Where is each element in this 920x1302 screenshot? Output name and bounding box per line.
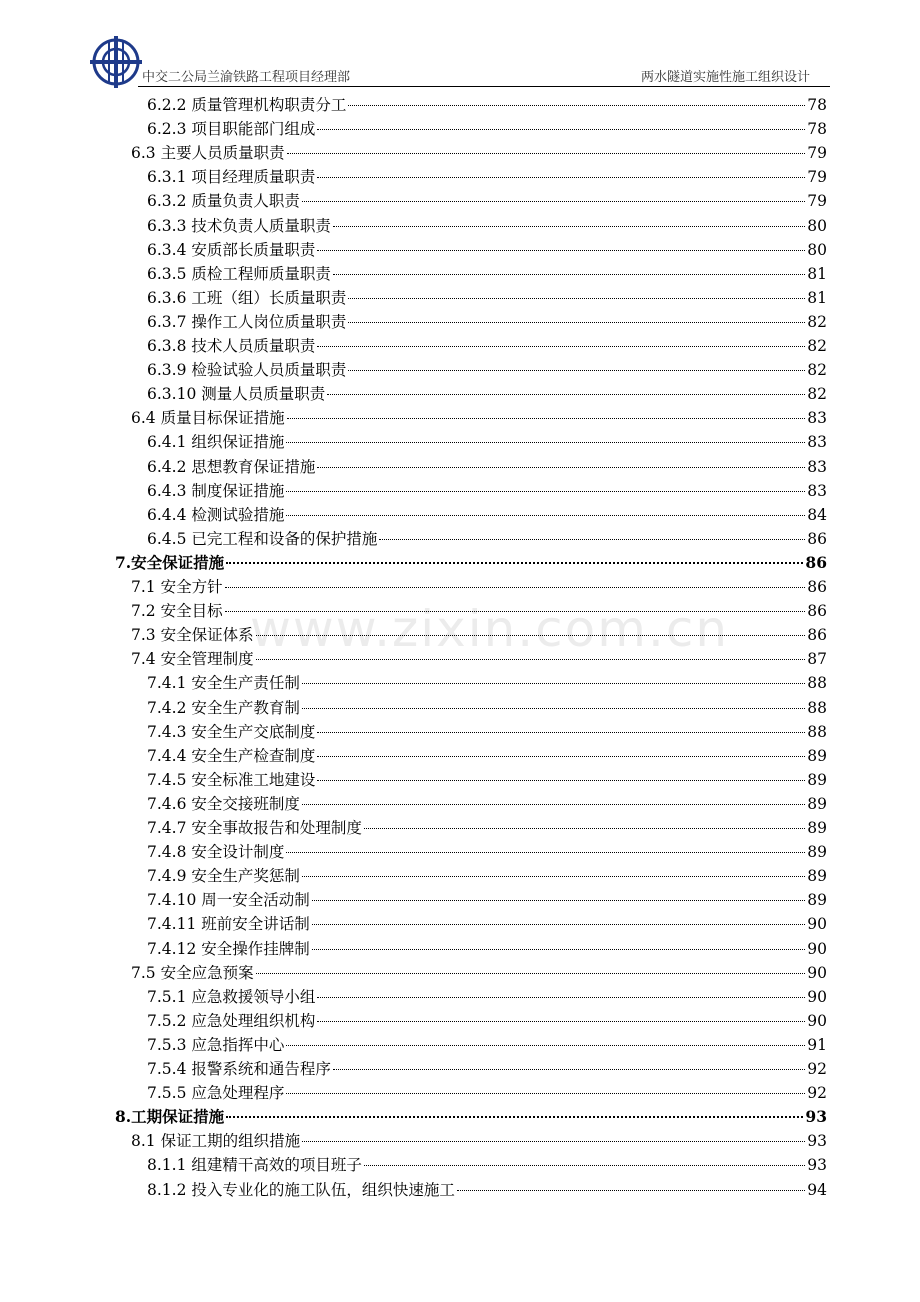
toc-entry-title: 6.4.2 思想教育保证措施	[147, 457, 316, 476]
toc-entry[interactable]	[147, 671, 827, 695]
toc-leader-dots	[348, 105, 805, 106]
toc-entry-page: 83	[807, 457, 827, 476]
toc-leader-dots	[457, 1190, 805, 1191]
toc-leader-dots	[348, 370, 805, 371]
page-header	[90, 30, 830, 90]
toc-leader-dots	[256, 659, 806, 660]
toc-entry-page: 89	[807, 891, 827, 910]
toc-entry[interactable]	[147, 382, 827, 406]
toc-entry[interactable]	[131, 647, 827, 671]
toc-entry[interactable]	[147, 888, 827, 912]
toc-leader-dots	[287, 153, 806, 154]
toc-entry-page: 86	[805, 552, 827, 572]
toc-leader-dots	[286, 491, 805, 492]
toc-entry[interactable]	[131, 575, 827, 599]
toc-leader-dots	[302, 1141, 805, 1142]
toc-entry-page: 88	[807, 722, 827, 741]
toc-leader-dots	[286, 515, 805, 516]
toc-entry[interactable]	[131, 406, 827, 430]
toc-entry-page: 80	[807, 240, 827, 259]
toc-entry[interactable]	[147, 985, 827, 1009]
toc-entry-title: 7.4.4 安全生产检查制度	[147, 746, 316, 765]
toc-entry-page: 89	[807, 867, 827, 886]
toc-leader-dots	[256, 635, 806, 636]
toc-entry-title: 7.4.11 班前安全讲话制	[147, 915, 310, 934]
toc-entry[interactable]	[131, 623, 827, 647]
header-company: 中交二公局兰渝铁路工程项目经理部	[142, 70, 351, 85]
toc-entry-title: 6.4.5 已完工程和设备的保护措施	[147, 529, 378, 548]
toc-entry[interactable]	[131, 961, 827, 985]
toc-entry-page: 89	[807, 746, 827, 765]
toc-entry[interactable]	[147, 1057, 827, 1081]
toc-entry-title: 7.安全保证措施	[115, 552, 225, 572]
toc-entry-title: 7.4.7 安全事故报告和处理制度	[147, 819, 362, 837]
toc-entry-title: 7.4.8 安全设计制度	[147, 843, 285, 862]
toc-leader-dots	[317, 756, 805, 757]
toc-entry-title: 6.3.8 技术人员质量职责	[147, 337, 316, 355]
toc-entry-title: 6.3.10 测量人员质量职责	[147, 385, 326, 404]
toc-leader-dots	[287, 418, 806, 419]
toc-leader-dots	[312, 924, 806, 925]
toc-leader-dots	[333, 226, 805, 227]
toc-leader-dots	[286, 1045, 805, 1046]
toc-leader-dots	[317, 346, 805, 347]
toc-entry-title: 6.4.3 制度保证措施	[147, 481, 285, 500]
toc-entry[interactable]	[147, 1033, 827, 1057]
toc-entry-page: 88	[807, 698, 827, 717]
company-logo-icon	[90, 36, 142, 88]
toc-entry-title: 7.4.2 安全生产教育制	[147, 698, 300, 717]
toc-leader-dots	[286, 1093, 805, 1094]
toc-entry[interactable]	[147, 165, 827, 189]
toc-leader-dots	[348, 322, 805, 323]
toc-entry[interactable]	[147, 430, 827, 454]
toc-entry-page: 87	[807, 650, 827, 669]
toc-entry[interactable]	[131, 1129, 827, 1153]
toc-entry[interactable]	[147, 358, 827, 382]
toc-leader-dots	[317, 177, 805, 178]
toc-entry[interactable]	[147, 720, 827, 744]
toc-leader-dots	[364, 828, 805, 829]
header-document-title: 两水隧道实施性施工组织设计	[640, 70, 810, 85]
toc-entry[interactable]	[147, 310, 827, 334]
toc-entry-page: 90	[807, 963, 827, 982]
toc-entry-title: 6.4 质量目标保证措施	[131, 409, 285, 428]
toc-entry-page: 92	[807, 1084, 827, 1103]
toc-leader-dots	[286, 852, 805, 853]
toc-leader-dots	[302, 876, 805, 877]
toc-leader-dots	[225, 587, 806, 588]
toc-entry-page: 82	[807, 361, 827, 380]
toc-entry[interactable]	[147, 1081, 827, 1105]
toc-entry-title: 6.4.1 组织保证措施	[147, 433, 285, 452]
toc-entry-page: 79	[807, 168, 827, 187]
toc-entry-page: 91	[807, 1035, 827, 1054]
toc-entry-page: 78	[807, 96, 827, 114]
toc-leader-dots	[348, 298, 805, 299]
toc-entry-page: 93	[805, 1107, 827, 1127]
toc-entry-title: 7.4.5 安全标准工地建设	[147, 770, 316, 789]
toc-leader-dots	[302, 683, 805, 684]
toc-entry-page: 83	[807, 433, 827, 452]
toc-entry[interactable]	[147, 479, 827, 503]
toc-entry-title: 7.4.10 周一安全活动制	[147, 891, 310, 910]
toc-entry-title: 7.5.1 应急救援领导小组	[147, 987, 316, 1006]
toc-entry-page: 92	[807, 1060, 827, 1078]
toc-entry-page: 89	[807, 794, 827, 813]
toc-entry-title: 7.5.5 应急处理程序	[147, 1084, 285, 1103]
toc-entry[interactable]	[147, 503, 827, 527]
toc-entry[interactable]	[147, 912, 827, 936]
toc-entry-page: 83	[807, 409, 827, 428]
toc-entry[interactable]	[147, 744, 827, 768]
toc-entry[interactable]	[147, 334, 827, 358]
toc-leader-dots	[226, 562, 803, 564]
toc-entry[interactable]	[147, 262, 827, 286]
toc-entry-page: 90	[807, 1011, 827, 1030]
toc-entry-title: 7.4.3 安全生产交底制度	[147, 722, 316, 741]
toc-entry[interactable]	[131, 141, 827, 165]
header-divider	[138, 86, 830, 87]
toc-leader-dots	[302, 708, 805, 709]
toc-leader-dots	[302, 804, 805, 805]
toc-entry[interactable]	[147, 527, 827, 551]
toc-entry-page: 84	[807, 505, 827, 524]
toc-entry-page: 94	[807, 1180, 827, 1199]
toc-entry[interactable]	[147, 455, 827, 479]
toc-leader-dots	[317, 780, 805, 781]
toc-entry-title: 7.4.9 安全生产奖惩制	[147, 867, 300, 886]
toc-leader-dots	[312, 949, 806, 950]
toc-entry[interactable]	[147, 937, 827, 961]
toc-entry[interactable]	[147, 93, 827, 117]
toc-entry[interactable]	[147, 214, 827, 238]
toc-entry[interactable]	[147, 1153, 827, 1177]
toc-entry-page: 82	[807, 312, 827, 331]
toc-leader-dots	[317, 250, 805, 251]
toc-leader-dots	[364, 1165, 805, 1166]
toc-entry[interactable]	[115, 1105, 827, 1129]
toc-entry[interactable]	[147, 792, 827, 816]
toc-entry[interactable]	[147, 1009, 827, 1033]
toc-entry-title: 6.3.7 操作工人岗位质量职责	[147, 312, 347, 331]
toc-entry[interactable]	[147, 189, 827, 213]
toc-entry-title: 8.1 保证工期的组织措施	[131, 1132, 301, 1151]
toc-entry-title: 8.工期保证措施	[115, 1107, 225, 1127]
toc-entry-page: 90	[807, 915, 827, 934]
toc-entry-title: 6.2.3 项目职能部门组成	[147, 120, 316, 139]
toc-entry-page: 89	[807, 819, 827, 837]
toc-leader-dots	[333, 274, 805, 275]
toc-entry-title: 6.3 主要人员质量职责	[131, 144, 285, 163]
toc-leader-dots	[317, 732, 805, 733]
toc-entry-page: 79	[807, 192, 827, 211]
toc-entry-page: 79	[807, 144, 827, 163]
toc-entry[interactable]	[131, 599, 827, 623]
toc-entry-title: 7.3 安全保证体系	[131, 626, 254, 645]
toc-entry-title: 7.5.4 报警系统和通告程序	[147, 1060, 331, 1078]
toc-leader-dots	[226, 1116, 803, 1118]
toc-entry[interactable]	[147, 117, 827, 141]
toc-leader-dots	[333, 1069, 805, 1070]
toc-leader-dots	[379, 539, 805, 540]
toc-leader-dots	[317, 997, 805, 998]
toc-leader-dots	[327, 394, 805, 395]
toc-entry-title: 7.4 安全管理制度	[131, 650, 254, 669]
toc-entry[interactable]	[147, 768, 827, 792]
toc-entry-page: 86	[807, 578, 827, 596]
toc-entry-page: 82	[807, 337, 827, 355]
toc-entry-title: 8.1.2 投入专业化的施工队伍，组织快速施工	[147, 1180, 455, 1199]
toc-entry-page: 80	[807, 216, 827, 235]
toc-entry[interactable]	[147, 696, 827, 720]
toc-entry[interactable]	[147, 1178, 827, 1202]
toc-entry-title: 7.5.2 应急处理组织机构	[147, 1011, 316, 1030]
toc-leader-dots	[286, 442, 805, 443]
toc-entry-title: 7.5.3 应急指挥中心	[147, 1035, 285, 1054]
toc-entry-title: 7.4.6 安全交接班制度	[147, 794, 300, 813]
toc-leader-dots	[302, 201, 805, 202]
toc-entry[interactable]	[115, 551, 827, 575]
toc-entry-title: 6.3.3 技术负责人质量职责	[147, 216, 331, 235]
toc-entry-page: 86	[807, 602, 827, 621]
toc-entry-title: 7.4.12 安全操作挂牌制	[147, 939, 310, 958]
toc-leader-dots	[317, 467, 805, 468]
toc-entry[interactable]	[147, 238, 827, 262]
toc-entry-title: 6.3.6 工班（组）长质量职责	[147, 288, 347, 307]
toc-entry[interactable]	[147, 840, 827, 864]
toc-entry-page: 86	[807, 626, 827, 645]
toc-entry-title: 7.5 安全应急预案	[131, 963, 254, 982]
toc-entry-title: 7.4.1 安全生产责任制	[147, 674, 300, 693]
toc-entry-title: 6.3.1 项目经理质量职责	[147, 168, 316, 187]
toc-entry-title: 7.1 安全方针	[131, 578, 223, 596]
toc-entry-page: 89	[807, 843, 827, 862]
toc-entry[interactable]	[147, 864, 827, 888]
toc-entry-title: 6.4.4 检测试验措施	[147, 505, 285, 524]
toc-entry[interactable]	[147, 816, 827, 840]
toc-entry-title: 8.1.1 组建精干高效的项目班子	[147, 1156, 362, 1175]
toc-entry-page: 88	[807, 674, 827, 693]
toc-entry-page: 93	[807, 1156, 827, 1175]
toc-entry-page: 83	[807, 481, 827, 500]
toc-entry-page: 78	[807, 120, 827, 139]
toc-entry-title: 6.3.4 安质部长质量职责	[147, 240, 316, 259]
toc-entry-page: 81	[807, 264, 827, 283]
watermark: www.zixin.com.cn	[250, 600, 730, 658]
toc-entry-title: 6.3.5 质检工程师质量职责	[147, 264, 331, 283]
toc-entry-page: 81	[807, 288, 827, 307]
toc-leader-dots	[317, 129, 805, 130]
toc-leader-dots	[256, 973, 806, 974]
toc-entry[interactable]	[147, 286, 827, 310]
toc-entry-page: 89	[807, 770, 827, 789]
toc-entry-title: 6.3.9 检验试验人员质量职责	[147, 361, 347, 380]
toc-leader-dots	[312, 900, 806, 901]
toc-entry-page: 82	[807, 385, 827, 404]
toc-leader-dots	[317, 1021, 805, 1022]
toc-entry-page: 90	[807, 987, 827, 1006]
toc-entry-title: 6.2.2 质量管理机构职责分工	[147, 96, 347, 114]
toc-entry-page: 86	[807, 529, 827, 548]
toc-entry-page: 90	[807, 939, 827, 958]
toc-leader-dots	[225, 611, 806, 612]
toc-entry-title: 7.2 安全目标	[131, 602, 223, 621]
toc-entry-page: 93	[807, 1132, 827, 1151]
toc-entry-title: 6.3.2 质量负责人职责	[147, 192, 300, 211]
